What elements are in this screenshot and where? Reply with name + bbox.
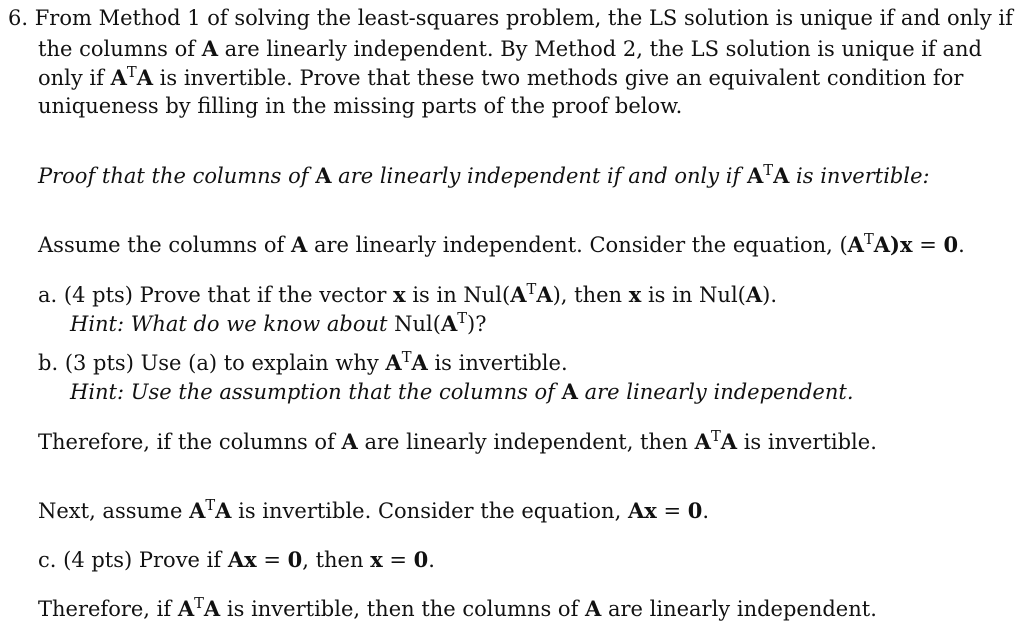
part-a-label: a. (38, 283, 58, 307)
assumption-linear-independence: Assume the columns of A are linearly independent. Consider the equation, $(A^TA)x = 0$. (38, 230, 965, 257)
conclusion-forward: Therefore, if the columns of A are linearly independent, then $A^TA$ is invertible. (38, 427, 877, 454)
problem-intro-line-1: 6. From Method 1 of solving the least-squares problem, the LS solution is unique if and only if (8, 6, 1013, 30)
conclusion-reverse: Therefore, if $A^TA$ is invertible, then the columns of A are linearly independent. (38, 594, 877, 621)
part-a-hint: Hint: What do we know about $Nul(A^T)$? (70, 309, 487, 336)
problem-intro-line-2: the columns of A are linearly independent. By Method 2, the LS solution is unique if and (38, 36, 982, 61)
part-c-label: c. (38, 548, 57, 572)
assumption-invertible: Next, assume $A^TA$ is invertible. Consider the equation, Ax = 0. (38, 496, 710, 523)
problem-intro-line-4: uniqueness by filling in the missing parts of the proof below. (38, 94, 683, 118)
problem-number: 6. (8, 6, 29, 30)
part-b-question: b. (3 pts) Use (a) to explain why $A^TA$ is invertible. (38, 348, 568, 375)
proof-heading: Proof that the columns of A are linearly independent if and only if $A^TA$ is invertible: (38, 161, 930, 188)
part-a-question: a. (4 pts) Prove that if the vector x is in $Nul(A^TA)$, then x is in Nul(A). (38, 280, 778, 307)
problem-intro-line-3: only if $A^TA$ is invertible. Prove that these two methods give an equivalent condition for (38, 63, 964, 90)
part-c-question: c. (4 pts) Prove if Ax = 0, then x = 0. (38, 547, 435, 572)
part-b-label: b. (38, 351, 59, 375)
part-b-hint: Hint: Use the assumption that the columns of A are linearly independent. (70, 379, 854, 404)
